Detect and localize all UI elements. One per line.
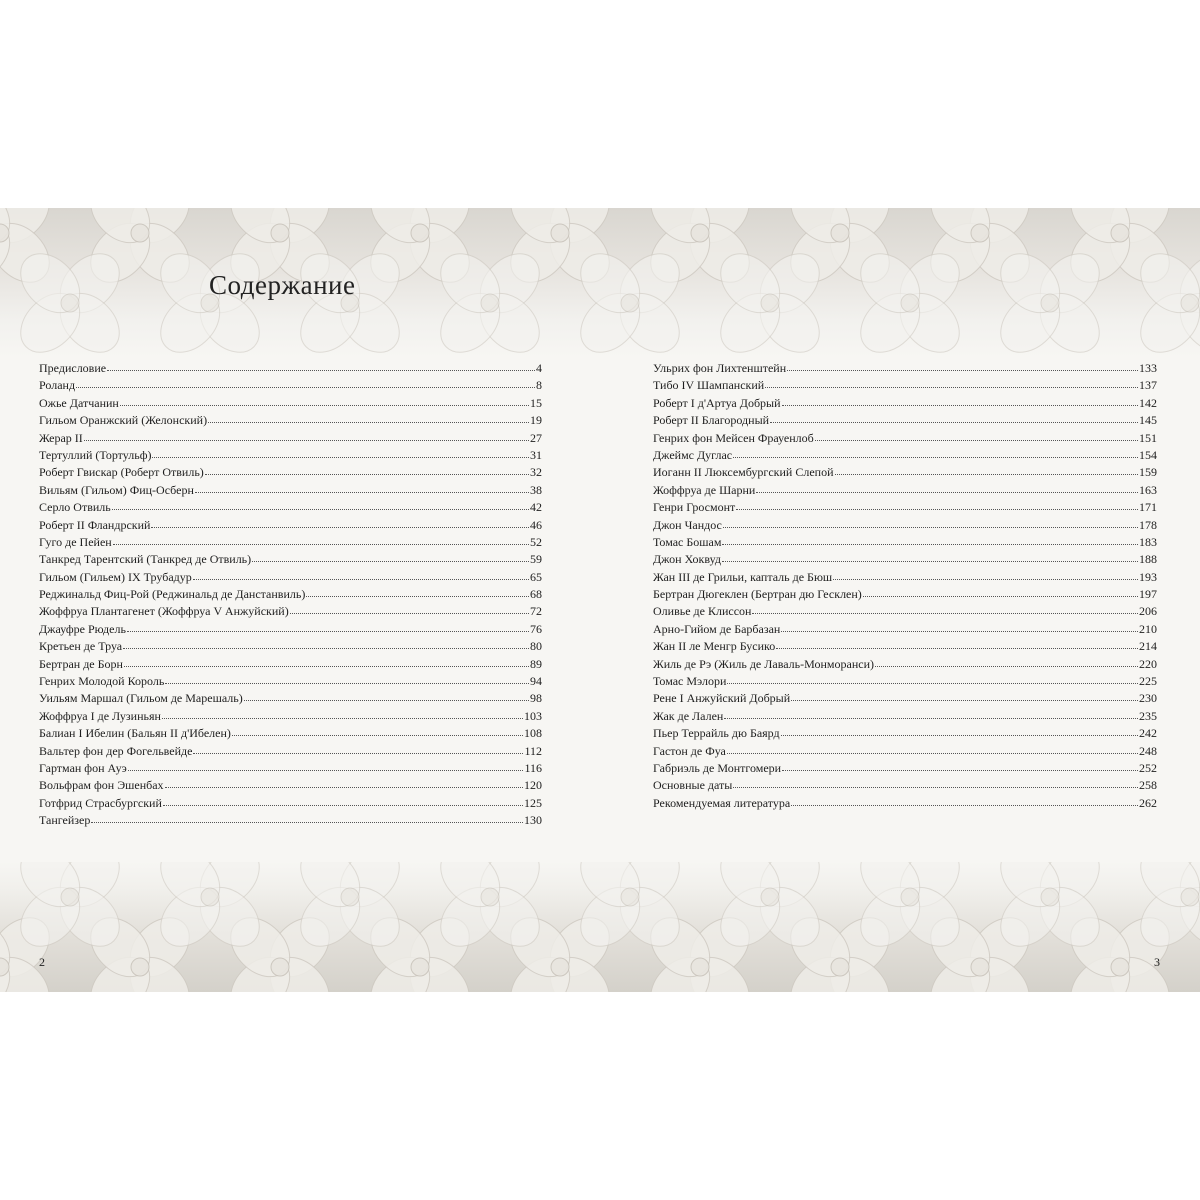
toc-entry-title: Ульрих фон Лихтенштейн (653, 361, 787, 375)
toc-entry-page: 27 (530, 430, 542, 445)
toc-entry[interactable] (653, 743, 1157, 760)
dot-leader (76, 377, 535, 388)
toc-entry-title: Генри Гросмонт (653, 500, 736, 515)
dot-leader (781, 621, 1138, 632)
dot-leader (107, 360, 535, 371)
dot-leader (787, 360, 1138, 371)
toc-entry-title: Жерар II (39, 430, 83, 445)
toc-entry[interactable] (653, 569, 1157, 586)
toc-entry-page: 206 (1139, 604, 1157, 619)
toc-entry-page: 42 (530, 500, 542, 515)
toc-entry-page: 4 (536, 361, 542, 375)
dot-leader (112, 499, 529, 510)
toc-entry-title: Жоффруа Плантагенет (Жоффруа V Анжуйский) (39, 604, 289, 619)
dot-leader (127, 621, 529, 632)
toc-entry-title: Гильом (Гильем) IX Трубадур (39, 569, 192, 584)
toc-entry[interactable] (653, 708, 1157, 725)
dot-leader (722, 551, 1138, 562)
toc-entry-title: Роберт II Благородный (653, 413, 770, 428)
dot-leader (863, 586, 1138, 597)
toc-entry-page: 193 (1139, 569, 1157, 584)
toc-entry-page: 31 (530, 447, 542, 462)
toc-entry-page: 258 (1139, 778, 1157, 793)
toc-entry-title: Жоффруа I де Лузиньян (39, 708, 161, 723)
toc-entry[interactable] (39, 482, 542, 499)
toc-entry-title: Генрих Молодой Король (39, 674, 165, 689)
dot-leader (123, 638, 529, 649)
toc-entry-page: 76 (530, 621, 542, 636)
toc-entry-title: Иоганн II Люксембургский Слепой (653, 465, 834, 480)
toc-entry-page: 214 (1139, 639, 1157, 654)
toc-entry-page: 130 (524, 813, 542, 828)
toc-entry[interactable] (653, 586, 1157, 603)
toc-entry-title: Джеймс Дуглас (653, 447, 733, 462)
toc-entry-title: Оливье де Клиссон (653, 604, 752, 619)
toc-entry-title: Роберт I д'Артуа Добрый (653, 395, 781, 410)
toc-entry[interactable] (653, 482, 1157, 499)
toc-entry[interactable] (653, 777, 1157, 794)
toc-entry-page: 145 (1139, 413, 1157, 428)
toc-entry[interactable] (39, 447, 542, 464)
toc-entry-page: 171 (1139, 500, 1157, 515)
dot-leader (290, 603, 529, 614)
toc-entry-title: Гуго де Пейен (39, 534, 112, 549)
toc-list-left (39, 360, 542, 830)
toc-entry-title: Гастон де Фуа (653, 743, 726, 758)
toc-entry[interactable] (39, 603, 542, 620)
toc-entry[interactable] (653, 499, 1157, 516)
toc-entry-page: 197 (1139, 587, 1157, 602)
toc-entry[interactable] (39, 812, 542, 829)
toc-entry-title: Рене I Анжуйский Добрый (653, 691, 791, 706)
toc-entry-title: Вальтер фон дер Фогельвейде (39, 743, 193, 758)
toc-entry-page: 137 (1139, 378, 1157, 393)
toc-entry[interactable] (653, 464, 1157, 481)
toc-entry-title: Бертран Дюгеклен (Бертран дю Гесклен) (653, 587, 862, 602)
toc-entry[interactable] (39, 377, 542, 394)
toc-entry-page: 65 (530, 569, 542, 584)
toc-entry[interactable] (39, 464, 542, 481)
toc-entry[interactable] (39, 534, 542, 551)
toc-entry[interactable] (653, 447, 1157, 464)
toc-entry-page: 242 (1139, 726, 1157, 741)
toc-entry-page: 220 (1139, 656, 1157, 671)
toc-entry-page: 188 (1139, 552, 1157, 567)
toc-entry-title: Генрих фон Мейсен Фрауенлоб (653, 430, 814, 445)
toc-entry[interactable] (653, 395, 1157, 412)
toc-entry[interactable] (39, 430, 542, 447)
toc-entry-title: Жан II ле Менгр Бусико (653, 639, 776, 654)
dot-leader (727, 673, 1138, 684)
toc-entry-title: Бертран де Борн (39, 656, 123, 671)
dot-leader (752, 603, 1138, 614)
dot-leader (765, 377, 1138, 388)
toc-entry-page: 15 (530, 395, 542, 410)
dot-leader (736, 499, 1138, 510)
toc-entry-title: Тибо IV Шампанский (653, 378, 765, 393)
dot-leader (776, 638, 1138, 649)
toc-entry[interactable] (653, 360, 1157, 377)
toc-entry[interactable] (653, 377, 1157, 394)
dot-leader (770, 412, 1138, 423)
toc-entry-page: 154 (1139, 447, 1157, 462)
dot-leader (165, 673, 529, 684)
toc-entry-page: 8 (536, 378, 542, 393)
toc-entry[interactable] (39, 656, 542, 673)
dot-leader (756, 482, 1138, 493)
toc-entry[interactable] (39, 586, 542, 603)
toc-entry-title: Гартман фон Ауэ (39, 760, 127, 775)
toc-entry-title: Тангейзер (39, 813, 91, 828)
dot-leader (733, 447, 1138, 458)
toc-entry-title: Джон Хоквуд (653, 552, 721, 567)
dot-leader (727, 743, 1138, 754)
toc-entry-title: Основные даты (653, 778, 733, 793)
toc-entry-title: Джауфре Рюдель (39, 621, 126, 636)
dot-leader (244, 690, 529, 701)
toc-entry-title: Рекомендуемая литература (653, 795, 791, 810)
dot-leader (782, 760, 1138, 771)
toc-entry[interactable] (39, 743, 542, 760)
toc-entry-title: Балиан I Ибелин (Бальян II д'Ибелен) (39, 726, 231, 741)
dot-leader (724, 708, 1138, 719)
toc-entry[interactable] (653, 603, 1157, 620)
toc-entry-title: Жан III де Грильи, капталь де Бюш (653, 569, 833, 584)
toc-entry-page: 46 (530, 517, 542, 532)
dot-leader (835, 464, 1138, 475)
toc-entry[interactable] (39, 795, 542, 812)
toc-entry-page: 68 (530, 587, 542, 602)
toc-entry-title: Танкред Тарентский (Танкред де Отвиль) (39, 552, 252, 567)
dot-leader (306, 586, 529, 597)
dot-leader (113, 534, 529, 545)
dot-leader (193, 743, 523, 754)
toc-entry-title: Тертуллий (Тортульф) (39, 447, 152, 462)
left-page (0, 208, 600, 992)
toc-entry-title: Реджинальд Фиц-Рой (Реджинальд де Данстанвиль) (39, 587, 306, 602)
toc-entry-page: 210 (1139, 621, 1157, 636)
toc-entry[interactable] (39, 673, 542, 690)
book-spread (0, 208, 1200, 992)
dot-leader (91, 812, 523, 823)
toc-entry-title: Томас Бошам (653, 534, 722, 549)
toc-entry[interactable] (39, 551, 542, 568)
toc-entry-page: 94 (530, 674, 542, 689)
toc-entry[interactable] (653, 430, 1157, 447)
toc-entry-page: 89 (530, 656, 542, 671)
toc-entry-title: Кретьен де Труа (39, 639, 123, 654)
toc-entry-page: 19 (530, 413, 542, 428)
toc-entry-page: 103 (524, 708, 542, 723)
toc-entry-title: Роланд (39, 378, 76, 393)
toc-entry-title: Арно-Гийом де Барбазан (653, 621, 781, 636)
toc-entry-page: 183 (1139, 534, 1157, 549)
toc-entry-page: 178 (1139, 517, 1157, 532)
toc-entry-page: 59 (530, 552, 542, 567)
toc-entry[interactable] (653, 673, 1157, 690)
toc-entry-title: Уильям Маршал (Гильом де Марешаль) (39, 691, 243, 706)
toc-entry-title: Жак де Лален (653, 708, 724, 723)
toc-entry-page: 116 (524, 760, 542, 775)
toc-entry-title: Вильям (Гильом) Фиц-Осберн (39, 482, 194, 497)
dot-leader (124, 656, 529, 667)
toc-entry-title: Томас Мэлори (653, 674, 727, 689)
toc-entry-page: 52 (530, 534, 542, 549)
toc-entry[interactable] (39, 395, 542, 412)
toc-entry[interactable] (39, 708, 542, 725)
toc-entry-page: 32 (530, 465, 542, 480)
dot-leader (163, 795, 523, 806)
toc-entry-page: 230 (1139, 691, 1157, 706)
dot-leader (722, 534, 1138, 545)
dot-leader (723, 517, 1138, 528)
toc-entry[interactable] (653, 412, 1157, 429)
toc-entry[interactable] (39, 360, 542, 377)
dot-leader (232, 725, 523, 736)
toc-entry-page: 225 (1139, 674, 1157, 689)
toc-entry-page: 151 (1139, 430, 1157, 445)
dot-leader (151, 517, 529, 528)
toc-entry-page: 112 (524, 743, 542, 758)
dot-leader (208, 412, 529, 423)
toc-entry-title: Предисловие (39, 361, 107, 375)
toc-entry-page: 262 (1139, 795, 1157, 810)
page-number: 3 (1154, 955, 1160, 969)
toc-entry[interactable] (39, 760, 542, 777)
toc-entry[interactable] (39, 621, 542, 638)
toc-entry-title: Готфрид Страсбургский (39, 795, 162, 810)
toc-entry[interactable] (39, 569, 542, 586)
page-number: 2 (39, 955, 45, 969)
toc-entry-title: Серло Отвиль (39, 500, 111, 515)
dot-leader (733, 777, 1138, 788)
toc-entry[interactable] (653, 621, 1157, 638)
dot-leader (195, 482, 529, 493)
toc-entry[interactable] (653, 534, 1157, 551)
toc-entry-page: 98 (530, 691, 542, 706)
toc-entry-title: Роберт Гвискар (Роберт Отвиль) (39, 465, 204, 480)
toc-entry[interactable] (653, 795, 1157, 812)
dot-leader (781, 725, 1138, 736)
right-page (600, 208, 1200, 992)
toc-list-right (653, 360, 1157, 812)
dot-leader (128, 760, 524, 771)
toc-entry-page: 163 (1139, 482, 1157, 497)
toc-entry-title: Жоффруа де Шарни (653, 482, 756, 497)
toc-entry-page: 252 (1139, 760, 1157, 775)
toc-entry[interactable] (39, 777, 542, 794)
page-title: Содержание (209, 270, 356, 300)
dot-leader (193, 569, 529, 580)
dot-leader (791, 795, 1138, 806)
dot-leader (152, 447, 529, 458)
dot-leader (782, 395, 1138, 406)
dot-leader (252, 551, 529, 562)
toc-entry[interactable] (39, 412, 542, 429)
toc-entry-page: 235 (1139, 708, 1157, 723)
dot-leader (84, 430, 529, 441)
toc-entry-page: 38 (530, 482, 542, 497)
toc-entry-title: Ожье Датчанин (39, 395, 119, 410)
toc-entry[interactable] (39, 499, 542, 516)
toc-entry-title: Пьер Террайль дю Баярд (653, 726, 780, 741)
toc-entry-page: 133 (1139, 361, 1157, 375)
toc-entry-page: 80 (530, 639, 542, 654)
toc-entry-title: Джон Чандос (653, 517, 722, 532)
toc-entry[interactable] (653, 725, 1157, 742)
toc-entry-page: 108 (524, 726, 542, 741)
toc-entry-page: 72 (530, 604, 542, 619)
toc-entry-page: 159 (1139, 465, 1157, 480)
dot-leader (162, 708, 523, 719)
toc-entry-page: 125 (524, 795, 542, 810)
toc-entry[interactable] (39, 638, 542, 655)
dot-leader (165, 777, 523, 788)
toc-entry-page: 120 (524, 778, 542, 793)
dot-leader (205, 464, 529, 475)
toc-entry-title: Роберт II Фландрский (39, 517, 151, 532)
toc-entry[interactable] (653, 551, 1157, 568)
toc-entry-title: Вольфрам фон Эшенбах (39, 778, 164, 793)
toc-entry[interactable] (653, 638, 1157, 655)
toc-entry[interactable] (39, 690, 542, 707)
toc-entry[interactable] (39, 517, 542, 534)
dot-leader (833, 569, 1138, 580)
toc-entry[interactable] (653, 656, 1157, 673)
dot-leader (815, 430, 1138, 441)
toc-entry[interactable] (653, 517, 1157, 534)
dot-leader (791, 690, 1138, 701)
toc-entry-title: Жиль де Рэ (Жиль де Лаваль-Монморанси) (653, 656, 874, 671)
toc-entry-page: 248 (1139, 743, 1157, 758)
toc-entry-page: 142 (1139, 395, 1157, 410)
toc-entry[interactable] (653, 760, 1157, 777)
dot-leader (120, 395, 529, 406)
toc-entry[interactable] (653, 690, 1157, 707)
dot-leader (875, 656, 1138, 667)
toc-entry-title: Габриэль де Монтгомери (653, 760, 782, 775)
toc-entry-title: Гильом Оранжский (Желонский) (39, 413, 208, 428)
toc-entry[interactable] (39, 725, 542, 742)
